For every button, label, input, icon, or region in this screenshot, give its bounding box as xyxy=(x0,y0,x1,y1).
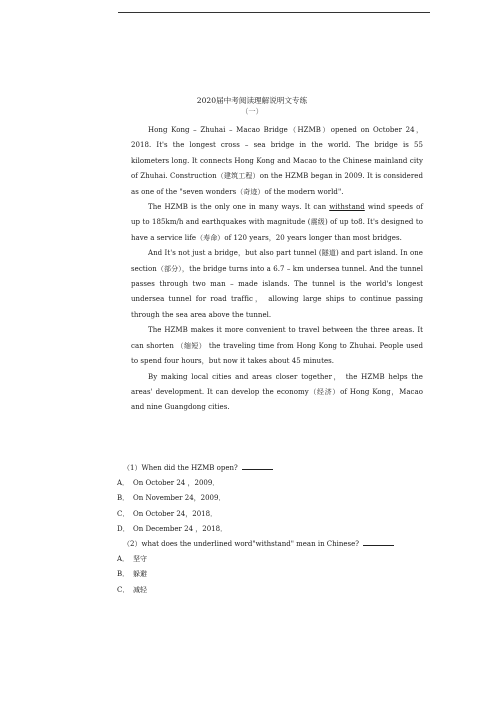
answer-blank[interactable] xyxy=(242,463,273,470)
option-text: On December 24 ，2018． xyxy=(133,524,228,533)
answer-option[interactable] xyxy=(117,552,417,567)
option-letter: C． xyxy=(117,585,130,594)
option-text: On October 24 ，2009． xyxy=(133,479,220,488)
question-stem xyxy=(117,461,417,476)
option-letter: A． xyxy=(117,479,130,488)
passage xyxy=(131,123,423,416)
option-text: On November 24，2009． xyxy=(133,494,226,503)
passage-paragraph xyxy=(131,200,423,246)
answer-option[interactable] xyxy=(117,522,417,537)
question-stem xyxy=(117,537,417,552)
passage-paragraph: And It's not just a bridge，but also part tunnel (隧道) and part island. In one section（部分），the bridge turns into a 6.7 – km undersea tunnel. And the tunnel passes through two man – made islands. The tunnel is the world's longest undersea tunnel for road traffic， allowing large ships to continue passing through the sea area above the tunnel. xyxy=(131,249,423,319)
page-title: 2020届中考阅读理解说明文专练 xyxy=(196,96,308,105)
option-text: 坚守 xyxy=(133,555,147,564)
paragraph-text-before: The HZMB is the only one in many ways. It can xyxy=(148,203,330,212)
option-text: 减轻 xyxy=(133,585,147,594)
option-letter: B． xyxy=(117,494,130,503)
section-number: （一） xyxy=(241,107,263,116)
answer-option[interactable] xyxy=(117,567,417,582)
question-list xyxy=(117,461,417,598)
answer-option[interactable] xyxy=(117,507,417,522)
paragraph-text-after: wind speeds of up to 185km/h and earthquakes with magnitude (震级) of up to8. It's designed to have a service life（寿命）of 120 years，20 years longer than most bridges. xyxy=(131,203,423,242)
passage-paragraph: Hong Kong – Zhuhai – Macao Bridge（HZMB）opened on October 24，2018. It's the longest cross – sea bridge in the world. The bridge is 55 kilometers long. It connects Hong Kong and Macao to the Chinese mainland city of Zhuhai. Construction（建筑工程）on the HZMB began in 2009. It is considered as one of the "seven wonders（奇迹）of the modern world". xyxy=(131,126,423,196)
answer-option[interactable] xyxy=(117,583,417,598)
answer-option[interactable] xyxy=(117,491,417,506)
option-letter: A． xyxy=(117,555,130,564)
option-text: On October 24，2018． xyxy=(133,509,218,518)
header-rule xyxy=(118,12,430,13)
option-text: 躲避 xyxy=(133,570,147,579)
option-letter: B． xyxy=(117,570,130,579)
answer-option[interactable] xyxy=(117,476,417,491)
option-letter: D． xyxy=(117,524,130,533)
question-text: （1）When did the HZMB open? xyxy=(123,464,238,472)
underlined-word: withstand xyxy=(329,203,365,212)
option-letter: C． xyxy=(117,509,130,518)
question-text: （2）what does the underlined word"withstand" mean in Chinese? xyxy=(123,539,360,548)
passage-paragraph: By making local cities and areas closer together， the HZMB helps the areas' development. It can develop the economy（经济）of Hong Kong，Macao and nine Guangdong cities. xyxy=(131,372,423,412)
passage-paragraph: The HZMB makes it more convenient to travel between the three areas. It can shorten （缩短） the traveling time from Hong Kong to Zhuhai. People used to spend four hours，but now it takes about 45 minutes. xyxy=(131,326,423,366)
answer-blank[interactable] xyxy=(363,539,394,546)
